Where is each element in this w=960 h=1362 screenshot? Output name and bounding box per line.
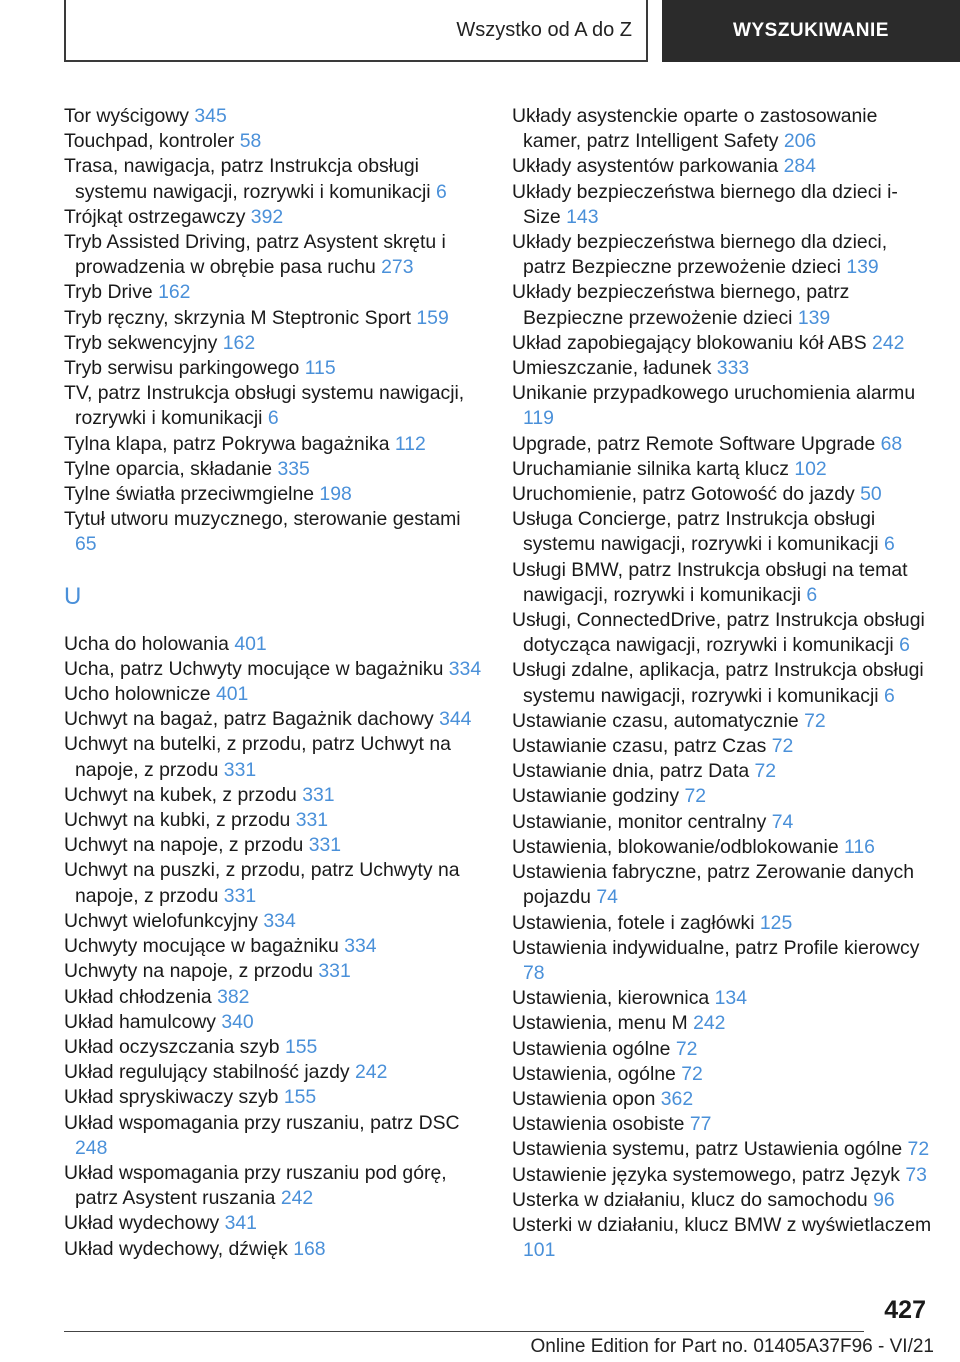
index-list-u-continued — [512, 104, 932, 1263]
index-entry-page-link[interactable]: 77 — [689, 1113, 712, 1136]
index-entry — [512, 1213, 932, 1263]
index-entry-page-link[interactable]: 72 — [804, 709, 826, 732]
index-entry-page-link[interactable]: 331 — [223, 884, 257, 907]
index-entry — [64, 1161, 484, 1211]
index-entry-page-link[interactable]: 72 — [754, 760, 777, 783]
index-entry — [64, 808, 484, 833]
index-entry — [512, 482, 932, 507]
index-entry-text: Układ hamulcowy — [64, 1010, 216, 1033]
index-entry — [64, 280, 484, 305]
index-entry-text: Uchwyt na napoje, z przodu — [64, 834, 304, 857]
index-entry-page-link[interactable]: 58 — [239, 130, 262, 153]
index-entry-text: Tryb Assisted Driving, patrz Asystent skrętu i prowadzenia w obrębie pasa ruchu — [64, 231, 446, 279]
index-entry-page-link[interactable]: 162 — [158, 281, 191, 304]
index-entry-text: Uchwyt na puszki, z przodu, patrz Uchwyty na napoje, z przodu — [64, 859, 460, 907]
index-entry-page-link[interactable]: 284 — [783, 155, 816, 178]
index-entry-page-link[interactable]: 155 — [284, 1035, 318, 1058]
index-entry-page-link[interactable]: 155 — [283, 1086, 317, 1109]
footer-divider — [64, 1331, 864, 1332]
index-entry — [64, 959, 484, 984]
index-entry — [64, 909, 484, 934]
index-entry-page-link[interactable]: 273 — [381, 256, 414, 279]
index-entry — [512, 1087, 932, 1112]
index-entry-text: Układy asystenckie oparte o zastosowanie kamer, patrz Intelligent Safety — [512, 105, 878, 153]
index-entry-page-link[interactable]: 335 — [277, 457, 310, 480]
index-entry-page-link[interactable]: 242 — [872, 331, 905, 354]
index-entry — [512, 180, 932, 230]
index-entry-page-link[interactable]: 134 — [714, 987, 747, 1010]
index-entry-text: Usługa Concierge, patrz Instrukcja obsługi systemu nawigacji, rozrywki i komunikacji — [512, 508, 879, 556]
index-entry — [64, 682, 484, 707]
index-entry-text: Ustawienia ogólne — [512, 1037, 671, 1060]
index-entry — [64, 1085, 484, 1110]
index-entry-text: Ustawianie, monitor centralny — [512, 810, 767, 833]
index-entry — [64, 381, 484, 431]
index-entry-page-link[interactable]: 334 — [448, 657, 482, 680]
index-entry — [512, 230, 932, 280]
index-entry — [512, 381, 932, 431]
index-entry-text: Układy bezpieczeństwa biernego dla dzieci, patrz Bezpieczne przewożenie dzieci — [512, 231, 888, 279]
index-entry — [512, 154, 932, 179]
index-entry — [64, 129, 484, 154]
index-entry — [64, 1111, 484, 1161]
index-entry — [64, 306, 484, 331]
index-entry — [512, 936, 932, 986]
index-entry-page-link[interactable]: 331 — [295, 809, 329, 832]
index-entry-text: Ustawienia, menu M — [512, 1012, 688, 1035]
index-entry-text: Ustawienia, fotele i zagłówki — [512, 911, 755, 934]
index-entry-text: Ustawienia, kierownica — [512, 987, 710, 1010]
index-entry-page-link[interactable]: 73 — [905, 1163, 927, 1186]
index-entry-text: Tryb sekwencyjny — [64, 331, 218, 354]
index-entry-text: Ucha do holowania — [64, 632, 229, 655]
index-entry-text: Tylne światła przeciwmgielne — [64, 483, 315, 506]
index-entry-text: Układ oczyszczania szyb — [64, 1035, 280, 1058]
index-entry-text: Ustawienia opon — [512, 1087, 656, 1110]
section-title: Wszystko od A do Z — [456, 18, 632, 41]
index-entry — [64, 154, 484, 204]
index-entry — [64, 858, 484, 908]
search-label: WYSZUKIWANIE — [733, 20, 889, 41]
index-entry-text: Ustawianie czasu, patrz Czas — [512, 735, 767, 758]
index-entry — [64, 230, 484, 280]
index-entry-page-link[interactable]: 334 — [344, 935, 377, 958]
index-entry-text: Uchwyty mocujące w bagażniku — [64, 935, 339, 958]
index-entry-text: Tryb ręczny, skrzynia M Steptronic Sport — [64, 306, 411, 329]
index-entry — [512, 457, 932, 482]
index-entry-page-link[interactable]: 6 — [899, 634, 910, 657]
index-entry-page-link[interactable]: 116 — [844, 835, 875, 858]
index-list-u — [64, 632, 484, 1262]
index-entry — [64, 205, 484, 230]
index-entry — [64, 1010, 484, 1035]
index-entry-text: Układ regulujący stabilność jazdy — [64, 1061, 350, 1084]
index-entry — [64, 1060, 484, 1085]
index-entry — [512, 709, 932, 734]
index-entry-text: Układ wydechowy, dźwięk — [64, 1237, 288, 1260]
index-entry — [512, 911, 932, 936]
index-entry — [64, 707, 484, 732]
index-entry-page-link[interactable]: 139 — [797, 306, 831, 329]
index-entry-text: Tylna klapa, patrz Pokrywa bagażnika — [64, 432, 390, 455]
index-entry-text: Ustawienia, blokowanie/odblokowanie — [512, 835, 839, 858]
index-entry-page-link[interactable]: 72 — [907, 1138, 930, 1161]
index-entry-page-link[interactable]: 72 — [681, 1062, 703, 1085]
index-entry — [64, 432, 484, 457]
index-entry — [64, 657, 484, 682]
index-entry — [512, 558, 932, 608]
index-entry-page-link[interactable]: 331 — [318, 960, 351, 983]
index-entry-text: Uchwyty na napoje, z przodu — [64, 960, 313, 983]
index-entry-page-link[interactable]: 102 — [794, 457, 827, 480]
index-entry-text: Tor wyścigowy — [64, 105, 189, 127]
search-tab[interactable] — [662, 0, 960, 62]
index-entry — [512, 1188, 932, 1213]
index-entry — [64, 457, 484, 482]
index-entry — [64, 783, 484, 808]
index-entry-text: Układy asystentów parkowania — [512, 155, 779, 178]
index-entry-page-link[interactable]: 333 — [716, 357, 750, 380]
index-entry-page-link[interactable]: 331 — [302, 783, 335, 806]
index-entry-page-link[interactable]: 206 — [783, 130, 817, 153]
index-entry-page-link[interactable]: 159 — [416, 306, 449, 329]
index-entry — [512, 432, 932, 457]
index-entry-text: Usługi zdalne, aplikacja, patrz Instrukcja obsługi systemu nawigacji, rozrywki i komunikacji — [512, 659, 924, 707]
index-entry-text: Ucho holownicze — [64, 683, 211, 706]
index-entry-text: Ustawienia indywidualne, patrz Profile kierowcy — [512, 936, 920, 959]
index-entry — [64, 507, 484, 557]
index-entry-page-link[interactable]: 340 — [221, 1010, 254, 1033]
index-entry-page-link[interactable]: 344 — [439, 708, 472, 731]
index-entry-page-link[interactable]: 6 — [806, 583, 818, 606]
index-entry-page-link[interactable]: 334 — [263, 909, 296, 932]
index-entry-page-link[interactable]: 101 — [523, 1239, 556, 1262]
index-entry-text: Usterki w działaniu, klucz BMW z wyświetlaczem — [512, 1213, 932, 1236]
index-entry — [512, 1062, 932, 1087]
index-entry-text: Tylne oparcia, składanie — [64, 457, 273, 480]
index-entry-page-link[interactable]: 242 — [280, 1187, 314, 1210]
index-entry-page-link[interactable]: 115 — [304, 357, 336, 380]
index-entry-page-link[interactable]: 242 — [355, 1061, 388, 1084]
index-entry-page-link[interactable]: 382 — [217, 985, 250, 1008]
index-entry — [512, 1112, 932, 1137]
index-entry-page-link[interactable]: 401 — [215, 683, 249, 706]
index-entry-text: Układ wspomagania przy ruszaniu pod górę, patrz Asystent ruszania — [64, 1161, 447, 1210]
index-entry-text: Układ zapobiegający blokowaniu kół ABS — [512, 331, 867, 354]
index-entry — [512, 734, 932, 759]
index-entry-text: Układ chłodzenia — [64, 985, 212, 1008]
index-entry-page-link[interactable]: 72 — [771, 735, 794, 758]
index-entry-text: Uruchamianie silnika kartą klucz — [512, 457, 789, 480]
index-entry-text: Usługi BMW, patrz Instrukcja obsługi na temat nawigacji, rozrywki i komunikacji — [512, 558, 908, 606]
index-entry-text: Unikanie przypadkowego uruchomienia alarmu — [512, 382, 916, 405]
index-entry-page-link[interactable]: 401 — [234, 632, 267, 655]
index-entry-text: Uchwyt na butelki, z przodu, patrz Uchwyt na napoje, z przodu — [64, 733, 451, 781]
index-entry — [64, 985, 484, 1010]
index-entry-page-link[interactable]: 72 — [684, 785, 707, 808]
index-entry-page-link[interactable]: 68 — [880, 432, 903, 455]
index-entry-page-link[interactable]: 362 — [660, 1087, 694, 1110]
index-entry-text: Układ spryskiwaczy szyb — [64, 1086, 279, 1109]
index-entry-text: Trasa, nawigacja, patrz Instrukcja obsługi systemu nawigacji, rozrywki i komunikacji — [64, 155, 431, 203]
index-entry — [512, 986, 932, 1011]
index-entry-page-link[interactable]: 74 — [596, 886, 618, 909]
index-entry — [64, 1237, 484, 1262]
index-entry-text: Uchwyt na kubki, z przodu — [64, 809, 291, 832]
index-entry — [64, 1211, 484, 1236]
index-entry-page-link[interactable]: 345 — [194, 105, 227, 127]
index-entry-text: Ustawienia osobiste — [512, 1113, 685, 1136]
index-entry-text: Układ wspomagania przy ruszaniu, patrz DSC — [64, 1111, 460, 1134]
index-entry — [512, 1163, 932, 1188]
index-entry-text: Usterka w działaniu, klucz do samochodu — [512, 1188, 868, 1211]
index-entry — [64, 482, 484, 507]
index-entry-text: TV, patrz Instrukcja obsługi systemu nawigacji, rozrywki i komunikacji — [64, 382, 465, 430]
index-entry-text: Trójkąt ostrzegawczy — [64, 205, 246, 228]
index-entry-page-link[interactable]: 112 — [394, 432, 426, 455]
index-entry — [512, 104, 932, 154]
index-entry — [512, 280, 932, 330]
index-entry-page-link[interactable]: 143 — [566, 205, 599, 228]
index-entry — [64, 732, 484, 782]
index-column-right — [512, 104, 932, 1263]
index-entry-page-link[interactable]: 6 — [883, 533, 895, 556]
index-entry-text: Ustawianie dnia, patrz Data — [512, 760, 750, 783]
index-entry-text: Tryb serwisu parkingowego — [64, 357, 300, 380]
index-entry — [512, 810, 932, 835]
index-entry — [512, 356, 932, 381]
index-entry-page-link[interactable]: 119 — [523, 407, 554, 430]
footer-edition: Online Edition for Part no. 01405A37F96 - VI/21 — [530, 1336, 934, 1357]
index-entry — [512, 784, 932, 809]
index-entry-text: Ustawianie godziny — [512, 785, 680, 808]
index-entry-text: Ucha, patrz Uchwyty mocujące w bagażniku — [64, 657, 444, 680]
index-entry-text: Ustawienia systemu, patrz Ustawienia ogólne — [512, 1138, 903, 1161]
page-header — [0, 0, 960, 66]
index-entry-page-link[interactable]: 50 — [860, 483, 882, 506]
index-entry — [512, 1137, 932, 1162]
index-entry-page-link[interactable]: 331 — [308, 834, 342, 857]
index-entry — [512, 331, 932, 356]
index-entry-page-link[interactable]: 72 — [675, 1037, 698, 1060]
index-entry — [64, 356, 484, 381]
index-entry-page-link[interactable]: 198 — [319, 483, 352, 506]
index-list-t — [64, 104, 484, 558]
index-entry-page-link[interactable]: 6 — [435, 180, 447, 203]
index-entry — [512, 1037, 932, 1062]
index-entry-page-link[interactable]: 65 — [75, 533, 97, 556]
index-entry-page-link[interactable]: 125 — [759, 911, 793, 934]
index-entry — [64, 104, 484, 129]
index-entry-page-link[interactable]: 78 — [523, 961, 545, 984]
index-entry-text: Umieszczanie, ładunek — [512, 357, 712, 380]
index-entry-text: Ustawienie języka systemowego, patrz Język — [512, 1163, 900, 1186]
index-entry-page-link[interactable]: 139 — [846, 256, 879, 279]
index-entry-text: Uruchomienie, patrz Gotowość do jazdy — [512, 483, 855, 506]
index-entry-page-link[interactable]: 242 — [693, 1012, 726, 1035]
index-column-left — [64, 104, 484, 1262]
index-entry-page-link[interactable]: 248 — [75, 1136, 108, 1159]
index-entry-text: Uchwyt wielofunkcyjny — [64, 909, 258, 932]
index-entry-page-link[interactable]: 392 — [250, 205, 284, 228]
index-entry — [64, 1035, 484, 1060]
index-entry-text: Tryb Drive — [64, 281, 153, 304]
index-entry — [512, 507, 932, 557]
index-entry — [512, 860, 932, 910]
index-entry-text: Uchwyt na bagaż, patrz Bagażnik dachowy — [64, 708, 434, 731]
index-entry-text: Upgrade, patrz Remote Software Upgrade — [512, 432, 876, 455]
index-entry-page-link[interactable]: 162 — [222, 331, 256, 354]
index-entry-page-link[interactable]: 6 — [267, 407, 279, 430]
index-entry-text: Ustawienia, ogólne — [512, 1062, 676, 1085]
index-entry — [512, 1011, 932, 1036]
index-entry-page-link[interactable]: 168 — [293, 1237, 326, 1260]
index-entry — [64, 331, 484, 356]
index-entry-page-link[interactable]: 74 — [771, 810, 794, 833]
index-entry-text: Uchwyt na kubek, z przodu — [64, 783, 297, 806]
index-entry-text: Układy bezpieczeństwa biernego, patrz Bezpieczne przewożenie dzieci — [512, 281, 850, 329]
page-number: 427 — [884, 1296, 926, 1324]
index-entry-text: Ustawienia fabryczne, patrz Zerowanie danych pojazdu — [512, 861, 915, 909]
index-entry — [64, 934, 484, 959]
index-entry-page-link[interactable]: 341 — [224, 1212, 257, 1235]
index-entry — [64, 632, 484, 657]
index-entry-page-link[interactable]: 6 — [883, 684, 895, 707]
index-entry — [64, 833, 484, 858]
section-letter-u: U — [64, 582, 82, 610]
index-entry-text: Ustawianie czasu, automatycznie — [512, 709, 799, 732]
index-entry — [512, 835, 932, 860]
index-entry-text: Układy bezpieczeństwa biernego dla dzieci i-Size — [512, 180, 898, 228]
index-entry-page-link[interactable]: 331 — [223, 758, 257, 781]
index-entry-text: Układ wydechowy — [64, 1212, 220, 1235]
index-entry-text: Tytuł utworu muzycznego, sterowanie gestami — [64, 508, 461, 531]
section-title-tab[interactable] — [64, 0, 648, 62]
index-entry — [512, 759, 932, 784]
index-entry-text: Usługi, ConnectedDrive, patrz Instrukcja obsługi dotycząca nawigacji, rozrywki i komunikacji — [512, 609, 925, 657]
index-entry — [512, 608, 932, 658]
index-entry-page-link[interactable]: 96 — [873, 1188, 895, 1211]
index-entry — [512, 658, 932, 708]
index-entry-text: Touchpad, kontroler — [64, 130, 235, 153]
